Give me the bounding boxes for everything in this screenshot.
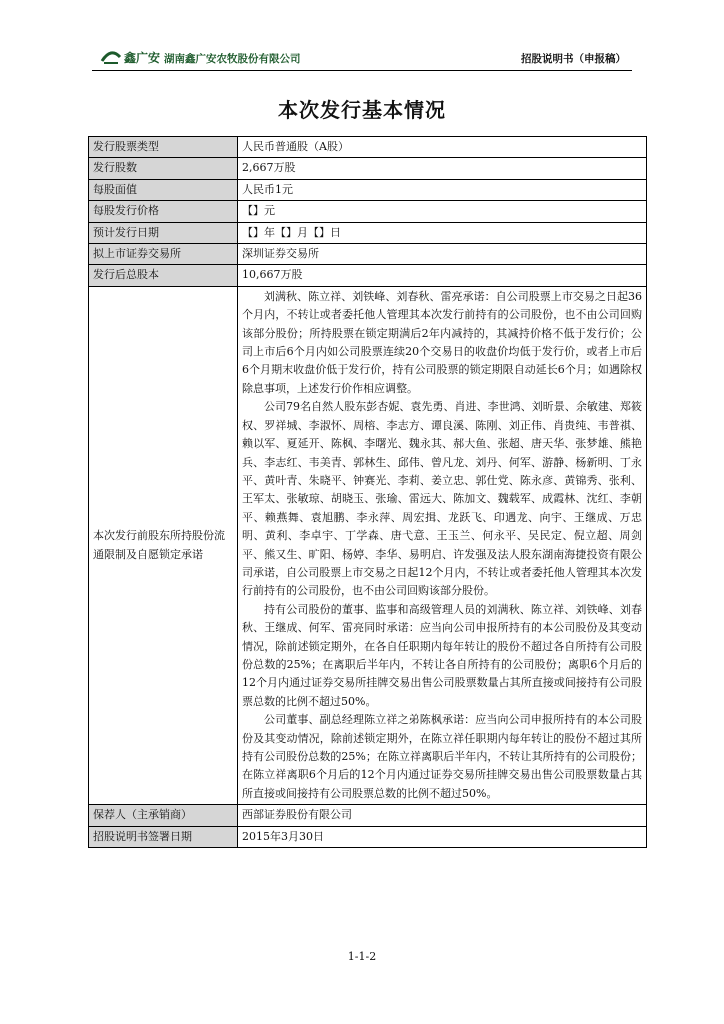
table-row — [89, 137, 647, 158]
table-row — [89, 805, 647, 826]
page-header — [92, 46, 632, 71]
row-label: 拟上市证券交易所 — [89, 244, 238, 265]
row-value: 【】年【】月【】日 — [238, 222, 647, 243]
row-value: 西部证券股份有限公司 — [238, 805, 647, 826]
lockup-label: 本次发行前股东所持股份流通限制及自愿锁定承诺 — [89, 286, 238, 804]
row-value: 【】元 — [238, 201, 647, 222]
row-value: 2015年3月30日 — [238, 826, 647, 847]
row-label: 每股发行价格 — [89, 201, 238, 222]
lockup-paragraph: 持有公司股份的董事、监事和高级管理人员的刘满秋、陈立祥、刘铁峰、刘春秋、王继成、何军、雷亮同时承诺：应当向公司申报所持有的本公司股份及其变动情况，除前述锁定期外，在各自任职期内每年转让的股份不超过各自所持有公司股份总数的25%；在离职后半年内，不转让各自所持有的公司股份；离职6个月后的12个月内通过证券交易所挂牌交易出售公司股票数量占其所直接或间接持有公司股票总数的比例不超过50%。 — [242, 602, 642, 708]
lockup-commitments — [238, 286, 647, 804]
page-title: 本次发行基本情况 — [278, 98, 446, 122]
row-label: 发行股票类型 — [89, 137, 238, 158]
company-name: 湖南鑫广安农牧股份有限公司 — [164, 53, 301, 65]
lockup-paragraph: 刘满秋、陈立祥、刘铁峰、刘春秋、雷亮承诺：自公司股票上市交易之日起36个月内，不转让或者委托他人管理其本次发行前持有的公司股份，也不由公司回购该部分股份；所持股票在锁定期满后2年内减持的，其减持价格不低于发行价；公司上市后6个月内如公司股票连续20个交易日的收盘价均低于发行价，或者上市后6个月期末收盘价低于发行价，持有公司股票的锁定期限自动延长6个月；如遇除权除息事项，上述发行价作相应调整。 — [242, 289, 642, 395]
row-label: 发行后总股本 — [89, 265, 238, 286]
row-label: 预计发行日期 — [89, 222, 238, 243]
row-label: 发行股数 — [89, 158, 238, 179]
row-value: 深圳证券交易所 — [238, 244, 647, 265]
table-row — [89, 222, 647, 243]
table-row — [89, 158, 647, 179]
row-label: 每股面值 — [89, 179, 238, 200]
table-row-lockup — [89, 286, 647, 804]
table-row — [89, 826, 647, 847]
table-row — [89, 265, 647, 286]
company-logo-icon — [100, 49, 122, 65]
page-number: 1-1-2 — [347, 950, 377, 963]
row-value: 10,667万股 — [238, 265, 647, 286]
document-type: 招股说明书（申报稿） — [521, 53, 626, 65]
row-value: 2,667万股 — [238, 158, 647, 179]
row-value: 人民币1元 — [238, 179, 647, 200]
lockup-paragraph: 公司董事、副总经理陈立祥之弟陈枫承诺：应当向公司申报所持有的本公司股份及其变动情况，除前述锁定期外，在陈立祥任职期内每年转让的股份不超过其所持有公司股份总数的25%；在陈立祥离职后半年内，不转让其所持有的公司股份；在陈立祥离职6个月后的12个月内通过证券交易所挂牌交易出售公司股票数量占其所直接或间接持有公司股票总数的比例不超过50%。 — [242, 713, 642, 800]
table-row — [89, 179, 647, 200]
row-label: 招股说明书签署日期 — [89, 826, 238, 847]
row-label: 保荐人（主承销商） — [89, 805, 238, 826]
table-row — [89, 244, 647, 265]
logo-text: 鑫广安 — [124, 51, 161, 65]
lockup-paragraph: 公司79名自然人股东彭杏妮、袁先勇、肖进、李世鸿、刘昕景、余敏建、郑筱权、罗祥城、李淑怀、周榕、李志方、谭良溪、陈刚、刘正伟、肖贵纯、韦普祺、赖以军、夏延开、陈枫、李曙光、魏永其、郝大鱼、张超、唐天华、张梦雄、熊艳兵、李志红、韦美青、郭林生、邱伟、曾凡龙、刘丹、何军、游静、杨新明、丁永平、黄叶青、朱晓平、钟赛光、李莉、姜立忠、郭仕党、陈永彦、黄锦秀、张利、王军太、张敏琼、胡晓玉、张瑜、雷远大、陈加文、魏载军、成霞林、沈红、李朝平、赖燕舞、袁旭鹏、李永萍、周宏揖、龙跃飞、印遇龙、向宇、王继成、万忠明、黄利、李卓宇、丁学森、唐弋意、王玉兰、何永平、吴民定、倪立超、周剑平、熊又生、旷阳、杨婷、李华、易明启、许发强及法人股东湖南海捷投资有限公司承诺，自公司股票上市交易之日起12个月内，不转让或者委托他人管理其本次发行前持有的公司股份，也不由公司回购该部分股份。 — [242, 400, 642, 598]
row-value: 人民币普通股（A股） — [238, 137, 647, 158]
offering-info-table — [88, 136, 647, 848]
table-row — [89, 201, 647, 222]
